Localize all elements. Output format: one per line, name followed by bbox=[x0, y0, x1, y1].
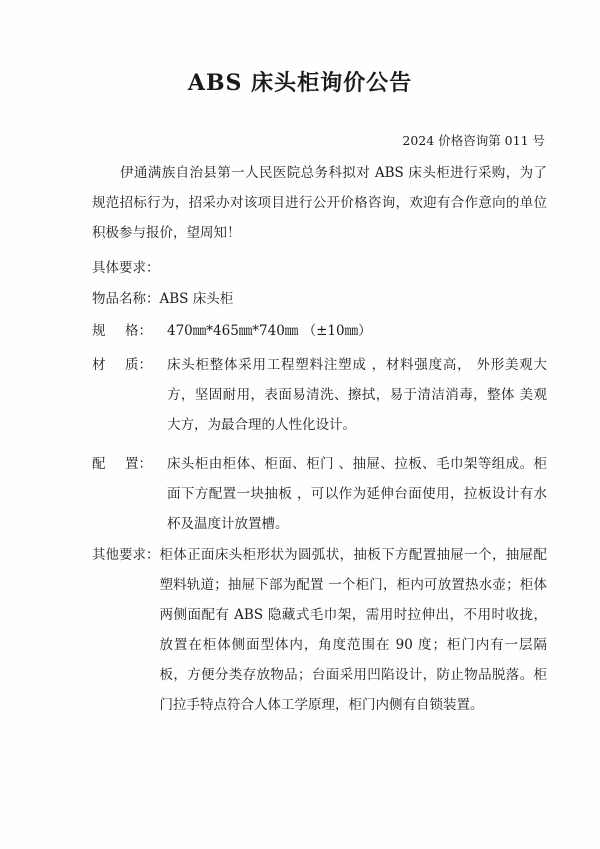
field-spec-label-b: 格： bbox=[125, 323, 152, 339]
field-config-label bbox=[92, 449, 167, 539]
field-config-label-a: 配 bbox=[92, 456, 106, 472]
field-other-requirements-value: 柜体正面床头柜形状为圆弧状，抽板下方配置抽屉一个，抽屉配塑料轨道；抽屉下部为配置 一个柜门，柜内可放置热水壶；柜体两侧面配有 ABS 隐藏式毛巾架，需用时拉伸出，不用时收拢，放置在柜体侧面型体内，角度范围在 90 度；柜门内有一层隔板，方便分类存放物品；台面采用凹陷设计，防止物品脱落。柜门拉手特点符合人体工学原理，柜门内侧有自锁装置。 bbox=[159, 547, 547, 713]
field-material-label bbox=[92, 350, 167, 440]
field-item-name bbox=[92, 284, 547, 314]
field-config bbox=[92, 449, 547, 539]
field-material-label-b: 质： bbox=[125, 357, 152, 373]
field-spec bbox=[92, 316, 547, 346]
field-spec-label-a: 规 bbox=[92, 323, 106, 339]
document-number: 2024 价格咨询第 011 号 bbox=[402, 133, 545, 148]
field-material bbox=[92, 350, 547, 440]
field-item-name-label: 物品名称： bbox=[92, 291, 160, 307]
field-other-requirements bbox=[92, 540, 547, 720]
field-config-value: 床头柜由柜体、柜面、柜门 、抽屉、拉板、毛巾架等组成。柜面下方配置一块抽板 ，可以作为延伸台面使用，拉板设计有水杯及温度计放置槽。 bbox=[167, 456, 547, 532]
field-config-label-b: 置： bbox=[125, 456, 152, 472]
field-spec-value: 470㎜*465㎜*740㎜ （±10㎜） bbox=[167, 323, 372, 339]
requirements-heading: 具体要求： bbox=[92, 260, 160, 276]
field-other-requirements-label: 其他要求： bbox=[92, 547, 160, 563]
document-title: ABS 床头柜询价公告 bbox=[187, 70, 413, 96]
field-material-value: 床头柜整体采用工程塑料注塑成 ，材料强度高， 外形美观大方，坚固耐用，表面易清洗、擦拭，易于清洁消毒，整体 美观大方，为最合理的人性化设计。 bbox=[167, 357, 547, 433]
field-material-label-a: 材 bbox=[92, 357, 106, 373]
field-spec-label bbox=[92, 316, 167, 346]
field-item-name-value: ABS 床头柜 bbox=[159, 291, 234, 307]
intro-paragraph: 伊通满族自治县第一人民医院总务科拟对 ABS 床头柜进行采购，为了规范招标行为，招采办对该项目进行公开价格咨询，欢迎有合作意向的单位积极参与报价，望周知！ bbox=[92, 165, 547, 241]
